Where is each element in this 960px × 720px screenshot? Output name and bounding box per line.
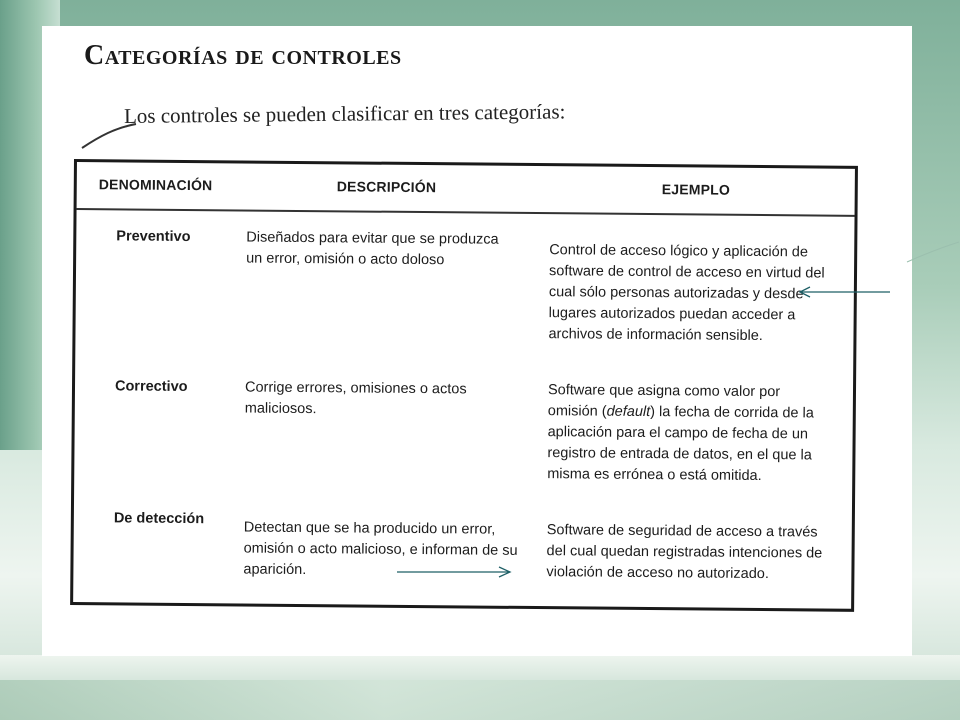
table-header-row <box>77 162 855 217</box>
row-name-deteccion: De detección <box>113 510 205 528</box>
table-row <box>76 226 854 345</box>
row-description: Diseñados para evitar que se produzca un error, omisión o acto doloso <box>246 229 499 269</box>
decorative-curve-line <box>905 240 960 265</box>
header-ejemplo: EJEMPLO <box>661 181 731 198</box>
row-description: Corrige errores, omisiones o actos maliciosos. <box>244 379 467 418</box>
row-description: Detectan que se ha producido un error, omisión o acto malicioso, e informan de su aparición. <box>243 519 518 579</box>
table-row <box>75 376 853 485</box>
header-denominacion: DENOMINACIÓN <box>98 176 213 194</box>
slide-page <box>42 26 912 656</box>
row-example: Control de acceso lógico y aplicación de software de control de acceso en virtud del cual sólo personas autorizadas y desde lugares autorizados puedan acceder a archivos de información sensible. <box>548 242 825 345</box>
header-descripcion: DESCRIPCIÓN <box>336 178 437 196</box>
arrow-pointer-right <box>790 284 895 300</box>
row-name-correctivo: Correctivo <box>114 378 188 395</box>
row-name-preventivo: Preventivo <box>116 228 191 246</box>
page-title: Categorías de controles <box>84 40 402 71</box>
background-bottom-band <box>0 680 960 720</box>
categories-table <box>70 159 858 612</box>
row-example: Software que asigna como valor por omisión (default) la fecha de corrida de la aplicación para el campo de fecha de un registro de entrada de datos, en el que la misma es errónea o está omitida. <box>547 382 814 485</box>
page-subtitle: Los controles se pueden clasificar en tres categorías: <box>123 99 566 128</box>
row-example: Software de seguridad de acceso a través del cual quedan registradas intenciones de violación de acceso no autorizado. <box>546 522 823 583</box>
table-row <box>74 508 852 583</box>
arrow-pointer-bottom <box>395 564 517 580</box>
